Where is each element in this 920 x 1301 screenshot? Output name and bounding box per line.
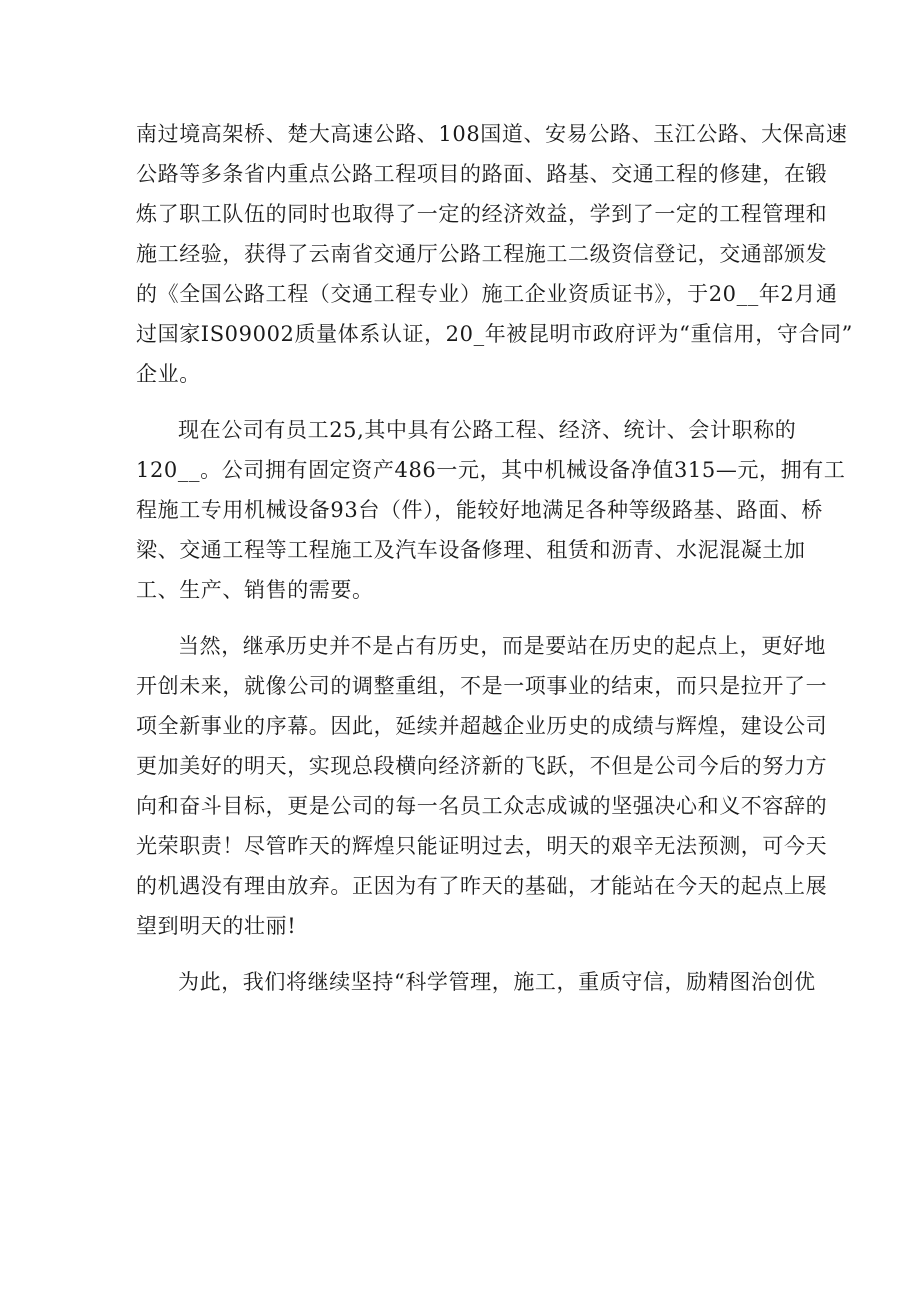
paragraph-1: [136, 114, 853, 394]
text-line: 过国家IS09002质量体系认证，20_年被昆明市政府评为“重信用，守合同”: [136, 322, 853, 346]
text-line: 的《全国公路工程（交通工程专业）施工企业资质证书》，于20__年2月通: [136, 282, 838, 306]
text-line: 公路等多条省内重点公路工程项目的路面、路基、交通工程的修建，在锻: [136, 162, 828, 186]
text-line: 梁、交通工程等工程施工及汽车设备修理、租赁和沥青、水泥混凝土加: [136, 538, 806, 562]
text-line: 工、生产、销售的需要。: [136, 578, 374, 602]
document-body: [136, 114, 853, 1018]
text-line: 炼了职工队伍的同时也取得了一定的经济效益，学到了一定的工程管理和: [136, 202, 828, 226]
text-line: 更加美好的明天，实现总段横向经济新的飞跃，不但是公司今后的努力方: [136, 754, 828, 778]
paragraph-3: [136, 626, 828, 946]
text-line: 120__。公司拥有固定资产486一元，其中机械设备净值315—元，拥有工: [136, 458, 846, 482]
text-line: 企业。: [136, 362, 201, 386]
text-line: 当然，继承历史并不是占有历史，而是要站在历史的起点上，更好地: [178, 634, 826, 658]
text-line: 望到明天的壮丽!: [136, 914, 297, 938]
text-line: 施工经验，获得了云南省交通厅公路工程施工二级资信登记，交通部颁发: [136, 242, 828, 266]
text-line: 光荣职责！尽管昨天的辉煌只能证明过去，明天的艰辛无法预测，可今天: [136, 834, 828, 858]
paragraph-4: [136, 962, 816, 1002]
text-line: 现在公司有员工25,其中具有公路工程、经济、统计、会计职称的: [178, 418, 797, 442]
paragraph-2: [136, 410, 846, 610]
text-line: 项全新事业的序幕。因此，延续并超越企业历史的成绩与辉煌，建设公司: [136, 714, 828, 738]
text-line: 开创未来，就像公司的调整重组，不是一项事业的结束，而只是拉开了一: [136, 674, 828, 698]
text-line: 的机遇没有理由放弃。正因为有了昨天的基础，才能站在今天的起点上展: [136, 874, 828, 898]
text-line: 南过境高架桥、楚大高速公路、108国道、安易公路、玉江公路、大保高速: [136, 122, 848, 146]
text-line: 为此，我们将继续坚持“科学管理，施工，重质守信，励精图治创优: [178, 970, 816, 994]
text-line: 向和奋斗目标，更是公司的每一名员工众志成诚的坚强决心和义不容辞的: [136, 794, 828, 818]
text-line: 程施工专用机械设备93台（件），能较好地满足各种等级路基、路面、桥: [136, 498, 824, 522]
